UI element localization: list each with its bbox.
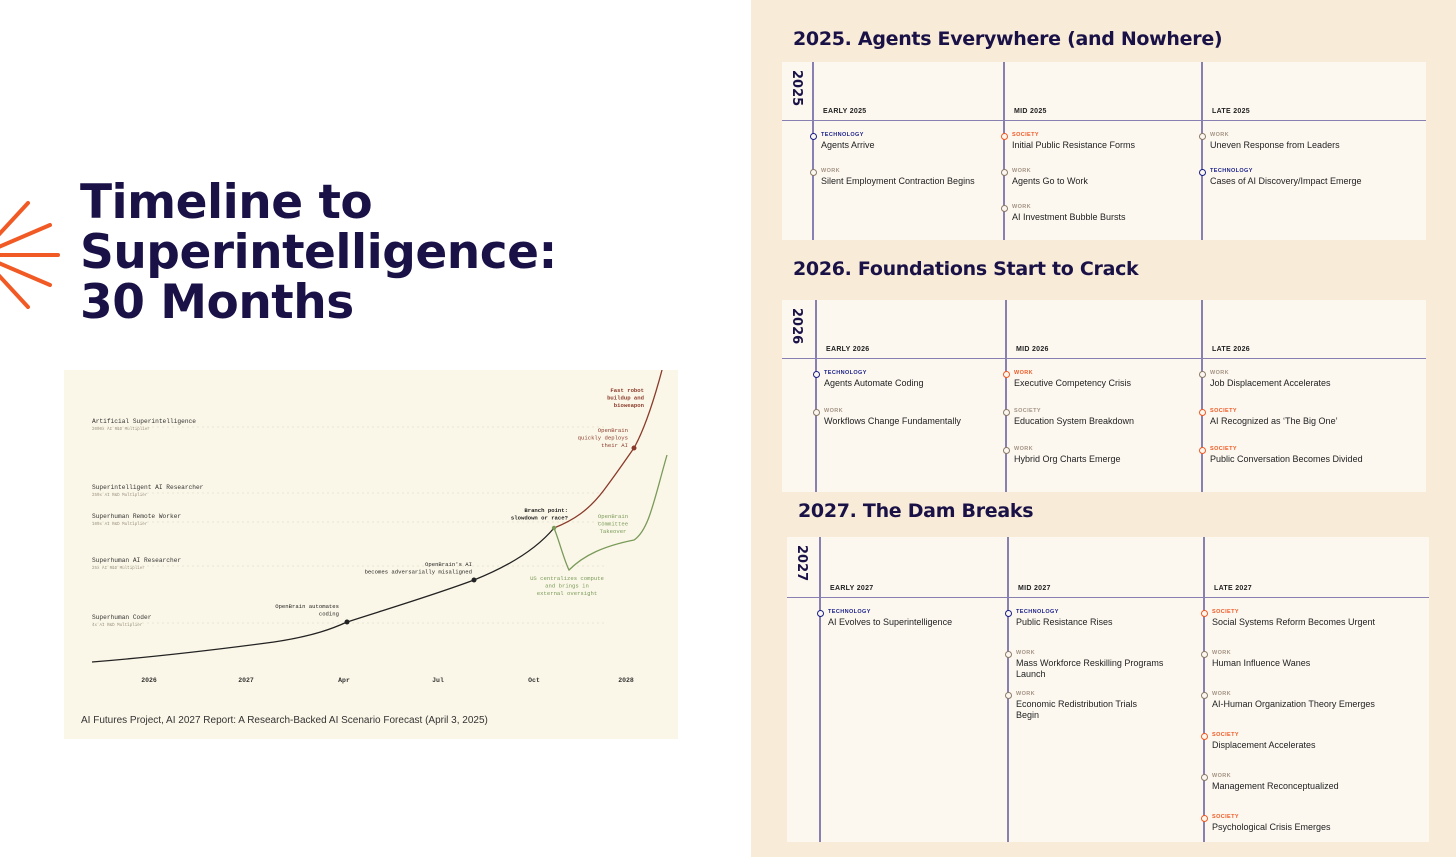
column-heading: EARLY 2027 bbox=[830, 585, 874, 592]
event-title: Human Influence Wanes bbox=[1212, 658, 1311, 668]
event-category: WORK bbox=[1210, 370, 1230, 376]
event-category: TECHNOLOGY bbox=[824, 370, 867, 376]
event-category: WORK bbox=[1212, 691, 1232, 697]
annotation-takeover: Committee bbox=[597, 520, 629, 528]
event-title: Job Displacement Accelerates bbox=[1210, 378, 1331, 388]
starburst-icon bbox=[0, 200, 60, 310]
milestone-point bbox=[345, 620, 350, 625]
event-title: Psychological Crisis Emerges bbox=[1212, 822, 1331, 832]
x-tick-label: 2028 bbox=[618, 677, 634, 684]
work-marker-icon bbox=[1199, 371, 1206, 378]
technology-marker-icon bbox=[817, 610, 824, 617]
x-tick-label: Jul bbox=[432, 677, 444, 684]
level-sublabel: 2000x AI R&D Multiplier bbox=[92, 428, 150, 432]
timeline-axis bbox=[782, 120, 1426, 121]
annotation-us-oversight: external oversight bbox=[536, 590, 598, 597]
level-sublabel: 25x AI R&D Multiplier bbox=[92, 567, 145, 571]
event-category: SOCIETY bbox=[1012, 132, 1039, 138]
event-title: Workflows Change Fundamentally bbox=[824, 416, 961, 426]
event-title-continued: Begin bbox=[1016, 710, 1040, 720]
level-label: Superhuman Remote Worker bbox=[92, 513, 182, 520]
work-marker-icon bbox=[1199, 133, 1206, 140]
event-category: SOCIETY bbox=[1212, 609, 1239, 615]
x-tick-label: 2026 bbox=[141, 677, 157, 684]
title-line-3: 30 Months bbox=[80, 275, 354, 330]
society-marker-icon bbox=[1201, 733, 1208, 740]
timeline-column-line bbox=[815, 300, 817, 492]
level-label: Superintelligent AI Researcher bbox=[92, 484, 204, 491]
x-tick-label: Apr bbox=[338, 677, 350, 684]
society-marker-icon bbox=[1001, 133, 1008, 140]
annotation-robot: Fast robot bbox=[610, 387, 644, 394]
section-heading: 2025. Agents Everywhere (and Nowhere) bbox=[793, 28, 1223, 50]
event-title: Hybrid Org Charts Emerge bbox=[1014, 454, 1121, 464]
event-title: AI Evolves to Superintelligence bbox=[828, 617, 953, 627]
technology-marker-icon bbox=[1199, 169, 1206, 176]
timeline-year-label: 2025 bbox=[789, 70, 804, 107]
event-category: SOCIETY bbox=[1014, 408, 1041, 414]
annotation-takeover: Takeover bbox=[599, 528, 627, 535]
annotation-deploys: quickly deploys bbox=[577, 434, 628, 442]
x-tick-label: Oct bbox=[528, 677, 540, 684]
forecast-chart bbox=[64, 370, 678, 710]
work-marker-icon bbox=[1001, 169, 1008, 176]
work-marker-icon bbox=[1003, 409, 1010, 416]
work-marker-icon bbox=[1001, 205, 1008, 212]
society-marker-icon bbox=[1201, 815, 1208, 822]
column-heading: EARLY 2026 bbox=[826, 346, 870, 353]
event-category: WORK bbox=[1212, 650, 1232, 656]
event-category: SOCIETY bbox=[1210, 446, 1237, 452]
event-title: Mass Workforce Reskilling Programs bbox=[1016, 658, 1164, 668]
event-category: WORK bbox=[824, 408, 844, 414]
event-title: Displacement Accelerates bbox=[1212, 740, 1316, 750]
column-heading: MID 2026 bbox=[1016, 346, 1049, 353]
event-category: WORK bbox=[1210, 132, 1230, 138]
event-title: Education System Breakdown bbox=[1014, 416, 1135, 426]
timeline-year-label: 2027 bbox=[794, 545, 809, 582]
event-category: TECHNOLOGY bbox=[1016, 609, 1059, 615]
annotation-takeover: OpenBrain bbox=[597, 513, 629, 520]
event-category: SOCIETY bbox=[1210, 408, 1237, 414]
event-title: Agents Automate Coding bbox=[824, 378, 924, 388]
title-line-2: Superintelligence: bbox=[80, 225, 557, 280]
annotation-misaligned: OpenBrain's AI bbox=[425, 561, 472, 568]
level-label: Superhuman AI Researcher bbox=[92, 557, 182, 564]
event-category: WORK bbox=[1014, 446, 1034, 452]
column-heading: LATE 2025 bbox=[1212, 108, 1250, 115]
annotation-robot: bioweapon bbox=[613, 402, 644, 409]
timeline-axis bbox=[787, 597, 1429, 598]
annotation-robot: buildup and bbox=[607, 394, 644, 402]
technology-marker-icon bbox=[813, 371, 820, 378]
event-title: Agents Go to Work bbox=[1012, 176, 1088, 186]
timeline-column-line bbox=[1003, 62, 1005, 240]
event-title: Initial Public Resistance Forms bbox=[1012, 140, 1136, 150]
forecast-chart-card bbox=[64, 370, 678, 739]
section-heading: 2027. The Dam Breaks bbox=[798, 500, 1034, 522]
page-title bbox=[80, 175, 640, 330]
event-title: Silent Employment Contraction Begins bbox=[821, 176, 975, 186]
level-label: Superhuman Coder bbox=[92, 614, 152, 621]
society-marker-icon bbox=[1003, 371, 1010, 378]
event-category: WORK bbox=[1016, 650, 1036, 656]
event-title: AI Investment Bubble Bursts bbox=[1012, 212, 1126, 222]
event-category: TECHNOLOGY bbox=[821, 132, 864, 138]
event-title: Agents Arrive bbox=[821, 140, 875, 150]
society-marker-icon bbox=[1199, 409, 1206, 416]
level-sublabel: 4x AI R&D Multiplier bbox=[92, 624, 143, 628]
technology-marker-icon bbox=[1005, 610, 1012, 617]
event-title: Executive Competency Crisis bbox=[1014, 378, 1132, 388]
column-heading: MID 2025 bbox=[1014, 108, 1047, 115]
event-title: AI Recognized as ‘The Big One’ bbox=[1210, 416, 1338, 426]
work-marker-icon bbox=[1003, 447, 1010, 454]
society-marker-icon bbox=[1199, 447, 1206, 454]
timeline-column-line bbox=[1007, 537, 1009, 842]
milestone-point bbox=[632, 446, 637, 451]
event-title: AI-Human Organization Theory Emerges bbox=[1212, 699, 1375, 709]
x-tick-label: 2027 bbox=[238, 677, 254, 684]
event-title: Public Conversation Becomes Divided bbox=[1210, 454, 1363, 464]
main-trajectory-line bbox=[92, 528, 554, 662]
event-title: Public Resistance Rises bbox=[1016, 617, 1113, 627]
timeline-card bbox=[782, 300, 1426, 492]
column-heading: MID 2027 bbox=[1018, 585, 1051, 592]
work-marker-icon bbox=[1201, 651, 1208, 658]
timeline-card bbox=[782, 62, 1426, 240]
event-title: Social Systems Reform Becomes Urgent bbox=[1212, 617, 1376, 627]
timeline-column-line bbox=[1005, 300, 1007, 492]
work-marker-icon bbox=[1005, 692, 1012, 699]
event-category: WORK bbox=[1014, 370, 1034, 376]
event-category: TECHNOLOGY bbox=[828, 609, 871, 615]
event-category: WORK bbox=[821, 168, 841, 174]
level-sublabel: 250x AI R&D Multiplier bbox=[92, 494, 148, 498]
timeline-column-line bbox=[1201, 62, 1203, 240]
column-heading: EARLY 2025 bbox=[823, 108, 867, 115]
work-marker-icon bbox=[1005, 651, 1012, 658]
annotation-branch-point: slowdown or race? bbox=[510, 514, 568, 522]
event-category: SOCIETY bbox=[1212, 814, 1239, 820]
work-marker-icon bbox=[1201, 692, 1208, 699]
timeline-column-line bbox=[812, 62, 814, 240]
branch-point bbox=[552, 526, 556, 530]
event-title: Economic Redistribution Trials bbox=[1016, 699, 1138, 709]
annotation-us-oversight: and brings in bbox=[545, 582, 589, 590]
event-title-continued: Launch bbox=[1016, 669, 1046, 679]
timeline-column-line bbox=[1203, 537, 1205, 842]
column-heading: LATE 2026 bbox=[1212, 346, 1250, 353]
event-title: Uneven Response from Leaders bbox=[1210, 140, 1340, 150]
annotation-misaligned: becomes adversarially misaligned bbox=[364, 568, 472, 576]
timeline-column-line bbox=[1201, 300, 1203, 492]
annotation-coding: OpenBrain automates bbox=[275, 603, 339, 610]
technology-marker-icon bbox=[810, 133, 817, 140]
annotation-us-oversight: US centralizes compute bbox=[530, 575, 604, 582]
annotation-deploys: their AI bbox=[601, 442, 628, 449]
annotation-coding: coding bbox=[318, 610, 339, 618]
society-marker-icon bbox=[1201, 610, 1208, 617]
event-category: WORK bbox=[1012, 168, 1032, 174]
level-label: Artificial Superintelligence bbox=[92, 418, 196, 425]
column-heading: LATE 2027 bbox=[1214, 585, 1252, 592]
event-category: WORK bbox=[1212, 773, 1232, 779]
annotation-branch-point: Branch point: bbox=[524, 507, 568, 514]
timeline-column-line bbox=[819, 537, 821, 842]
chart-caption: AI Futures Project, AI 2027 Report: A Research-Backed AI Scenario Forecast (April 3, 2025) bbox=[81, 715, 488, 726]
work-marker-icon bbox=[813, 409, 820, 416]
work-marker-icon bbox=[810, 169, 817, 176]
event-category: WORK bbox=[1012, 204, 1032, 210]
event-category: SOCIETY bbox=[1212, 732, 1239, 738]
timeline-panel bbox=[751, 0, 1456, 857]
event-category: TECHNOLOGY bbox=[1210, 168, 1253, 174]
timeline-axis bbox=[782, 358, 1426, 359]
event-category: WORK bbox=[1016, 691, 1036, 697]
title-line-1: Timeline to bbox=[80, 175, 373, 230]
annotation-deploys: OpenBrain bbox=[597, 427, 628, 434]
level-sublabel: 100x AI R&D Multiplier bbox=[92, 523, 148, 527]
work-marker-icon bbox=[1201, 774, 1208, 781]
timeline-year-label: 2026 bbox=[789, 308, 804, 345]
event-title: Management Reconceptualized bbox=[1212, 781, 1339, 791]
section-heading: 2026. Foundations Start to Crack bbox=[793, 258, 1139, 280]
event-title: Cases of AI Discovery/Impact Emerge bbox=[1210, 176, 1362, 186]
timeline-card bbox=[787, 537, 1429, 842]
milestone-point bbox=[472, 578, 477, 583]
